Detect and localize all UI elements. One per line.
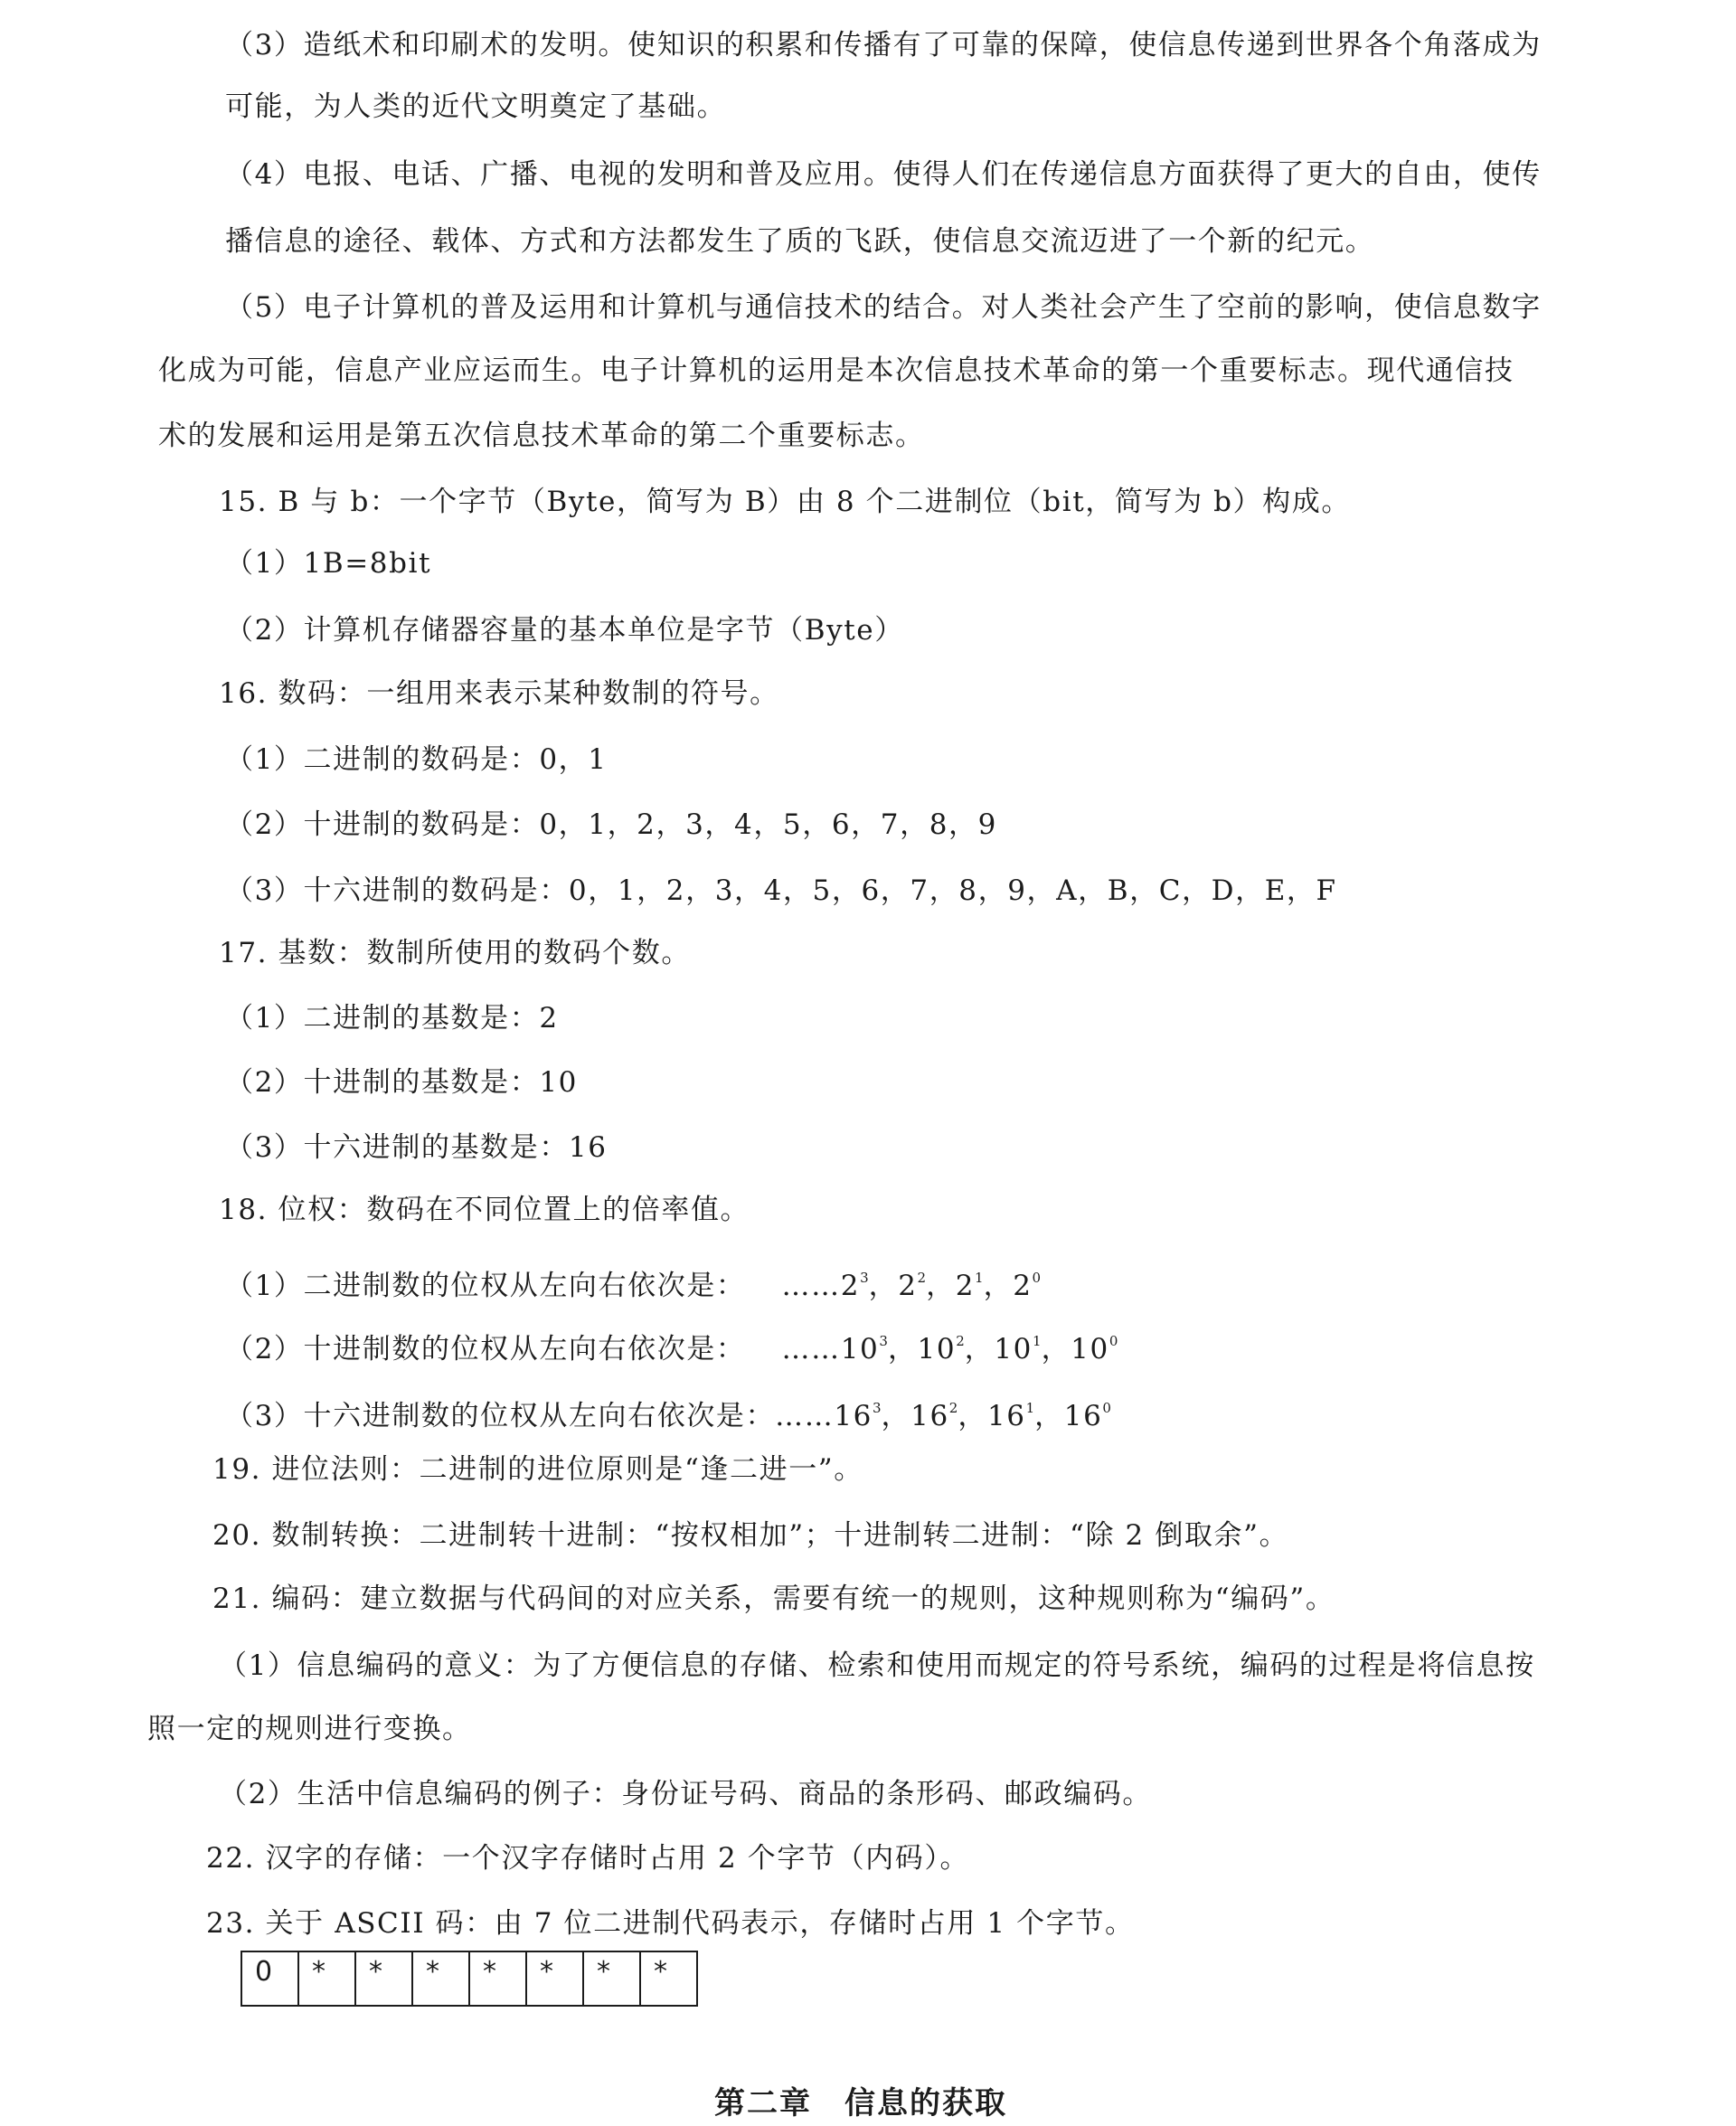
weight-line: （2）十进制数的位权从左向右依次是： $\dots\dots 10^3$，$10^2$，$10^1$，$10^0$	[225, 1333, 1118, 1365]
weight-base: 10	[1071, 1333, 1109, 1365]
weight-base: 2	[898, 1270, 918, 1302]
weight-exponent: 0	[1109, 1333, 1118, 1349]
weight-exponent: 1	[1033, 1333, 1042, 1349]
weight-line: （3）十六进制数的位权从左向右依次是：$\dots\dots 16^3$，$16^2$，$16^1$，$16^0$	[225, 1400, 1111, 1432]
text-line: 15. B 与 b：一个字节（Byte，简写为 B）由 8 个二进制位（bit，简写为 b）构成。	[219, 486, 1351, 518]
weight-dots: ……	[775, 1400, 835, 1432]
weight-base: 2	[955, 1270, 976, 1302]
text-line: 22. 汉字的存储：一个汉字存储时占用 2 个字节（内码）。	[206, 1842, 970, 1875]
weight-label: （2）十进制数的位权从左向右依次是：	[225, 1333, 746, 1365]
text-line: （3）十六进制的基数是：16	[225, 1131, 608, 1164]
ascii-bit-cell: *	[640, 1951, 697, 2006]
weight-base: 16	[986, 1400, 1026, 1432]
weight-base: 10	[840, 1333, 880, 1365]
text-line: （2）十进制的数码是：0，1，2，3，4，5，6，7，8，9	[225, 808, 997, 841]
text-line: （1）信息编码的意义：为了方便信息的存储、检索和使用而规定的符号系统，编码的过程是将信息按	[219, 1649, 1535, 1682]
ascii-byte-row	[241, 1951, 697, 2006]
text-line: 17. 基数：数制所使用的数码个数。	[219, 937, 691, 969]
text-line: 可能，为人类的近代文明奠定了基础。	[225, 90, 727, 123]
text-line: （1）1B=8bit	[225, 547, 432, 580]
weight-exponent: 1	[975, 1270, 984, 1286]
text-line: 20. 数制转换：二进制转十进制：“按权相加”；十进制转二进制：“除 2 倒取余”。	[212, 1519, 1289, 1552]
text-line: （5）电子计算机的普及运用和计算机与通信技术的结合。对人类社会产生了空前的影响，使信息数字	[225, 291, 1542, 324]
chapter-heading: 第二章 信息的获取	[714, 2085, 1007, 2121]
text-line: （1）二进制的数码是：0，1	[225, 743, 608, 776]
weight-dots: ……	[781, 1333, 841, 1365]
text-line: 23. 关于 ASCII 码：由 7 位二进制代码表示，存储时占用 1 个字节。	[206, 1907, 1135, 1940]
weight-exponent: 1	[1025, 1400, 1035, 1416]
ascii-bit-cell: *	[469, 1951, 526, 2006]
ascii-bit-cell: *	[412, 1951, 469, 2006]
weight-dots: ……	[781, 1270, 841, 1302]
ascii-bit-cell: *	[583, 1951, 640, 2006]
text-line: 播信息的途径、载体、方式和方法都发生了质的飞跃，使信息交流迈进了一个新的纪元。	[225, 225, 1375, 258]
text-line: （2）生活中信息编码的例子：身份证号码、商品的条形码、邮政编码。	[219, 1778, 1152, 1810]
text-line: （4）电报、电话、广播、电视的发明和普及应用。使得人们在传递信息方面获得了更大的自由，使传	[225, 158, 1542, 191]
weight-exponent: 0	[1032, 1270, 1042, 1286]
ascii-bit-cell: 0	[241, 1951, 298, 2006]
weight-exponent: 2	[948, 1400, 958, 1416]
weight-line: （1）二进制数的位权从左向右依次是： $\dots\dots 2^3$，$2^2$，$2^1$，$2^0$	[225, 1270, 1042, 1302]
text-line: 21. 编码：建立数据与代码间的对应关系，需要有统一的规则，这种规则称为“编码”。	[212, 1583, 1335, 1615]
weight-exponent: 2	[917, 1270, 927, 1286]
weight-base: 10	[994, 1333, 1033, 1365]
weight-base: 16	[1063, 1400, 1103, 1432]
text-line: 18. 位权：数码在不同位置上的倍率值。	[219, 1194, 750, 1226]
weight-base: 16	[910, 1400, 949, 1432]
text-line: 化成为可能，信息产业应运而生。电子计算机的运用是本次信息技术革命的第一个重要标志。现代通信技	[158, 354, 1514, 387]
weight-label: （3）十六进制数的位权从左向右依次是：	[225, 1400, 776, 1432]
text-line: （1）二进制的基数是：2	[225, 1002, 559, 1035]
ascii-bit-cell: *	[298, 1951, 355, 2006]
weight-base: 2	[1013, 1270, 1033, 1302]
text-line: 术的发展和运用是第五次信息技术革命的第二个重要标志。	[158, 420, 925, 452]
text-line: （3）十六进制的数码是：0，1，2，3，4，5，6，7，8，9，A，B，C，D，E，F	[225, 874, 1337, 907]
ascii-bit-cell: *	[355, 1951, 412, 2006]
ascii-byte-table	[241, 1951, 698, 2007]
weight-exponent: 3	[872, 1400, 882, 1416]
text-line: （2）计算机存储器容量的基本单位是字节（Byte）	[225, 614, 904, 647]
text-line: 19. 进位法则：二进制的进位原则是“逢二进一”。	[212, 1453, 863, 1486]
text-line: （3）造纸术和印刷术的发明。使知识的积累和传播有了可靠的保障，使信息传递到世界各个角落成为	[225, 29, 1542, 61]
ascii-bit-cell: *	[526, 1951, 583, 2006]
weight-exponent: 3	[860, 1270, 869, 1286]
weight-base: 10	[917, 1333, 957, 1365]
weight-base: 2	[840, 1270, 861, 1302]
weight-label: （1）二进制数的位权从左向右依次是：	[225, 1270, 746, 1302]
text-line: 照一定的规则进行变换。	[147, 1713, 472, 1745]
weight-base: 16	[834, 1400, 873, 1432]
weight-exponent: 3	[879, 1333, 888, 1349]
weight-exponent: 2	[956, 1333, 965, 1349]
weight-exponent: 0	[1102, 1400, 1111, 1416]
text-line: （2）十进制的基数是：10	[225, 1066, 578, 1099]
text-line: 16. 数码：一组用来表示某种数制的符号。	[219, 677, 779, 710]
